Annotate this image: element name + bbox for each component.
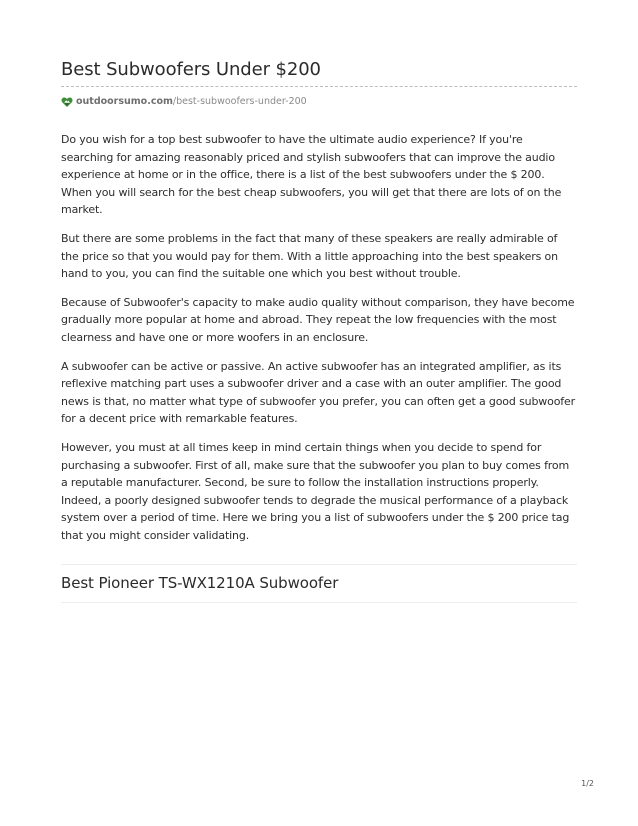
section-divider — [61, 564, 577, 565]
paragraph: Because of Subwoofer's capacity to make audio quality without comparison, they have become gradually more popular at home and abroad. They repeat the low frequencies with the most clearness and have one or more woofers in an enclosure. — [61, 295, 575, 344]
page-title: Best Subwoofers Under $200 — [61, 59, 321, 80]
outdoorsumo-logo-icon — [61, 96, 73, 108]
section-heading: Best Pioneer TS-WX1210A Subwoofer — [61, 574, 339, 593]
section-heading-rule — [61, 602, 577, 603]
title-divider — [61, 86, 577, 87]
article-body — [61, 131, 577, 544]
source-domain: outdoorsumo.com — [76, 96, 173, 107]
source-path: /best-subwoofers-under-200 — [172, 96, 307, 107]
paragraph: Do you wish for a top best subwoofer to have the ultimate audio experience? If you're searching for amazing reasonably priced and stylish subwoofers that can improve the audio experience at home or in the office, there is a list of the best subwoofers under the $ 200. When you will search for the best cheap subwoofers, you will get that there are lots of on the market. — [61, 133, 562, 217]
source-link[interactable] — [61, 95, 577, 109]
paragraph: But there are some problems in the fact that many of these speakers are really admirable of the price so that you would pay for them. With a little approaching into the best speakers on hand to you, you can find the suitable one which you best without trouble. — [61, 231, 558, 281]
page-number: 1/2 — [581, 779, 594, 788]
paragraph: A subwoofer can be active or passive. An active subwoofer has an integrated amplifier, as its reflexive matching part uses a subwoofer driver and a case with an outer amplifier. The good news is that, no matter what type of subwoofer you prefer, you can often get a good subwoofer for a decent price with remarkable features. — [61, 359, 576, 426]
document-page — [61, 58, 577, 611]
paragraph: However, you must at all times keep in mind certain things when you decide to spend for purchasing a subwoofer. First of all, make sure that the subwoofer you plan to buy comes from a reputable manufacturer. Second, be sure to follow the installation instructions properly. Indeed, a poorly designed subwoofer tends to degrade the musical performance of a playback system over a period of time. Here we bring you a list of subwoofers under the $ 200 price tag that you might consider validating. — [61, 440, 570, 542]
